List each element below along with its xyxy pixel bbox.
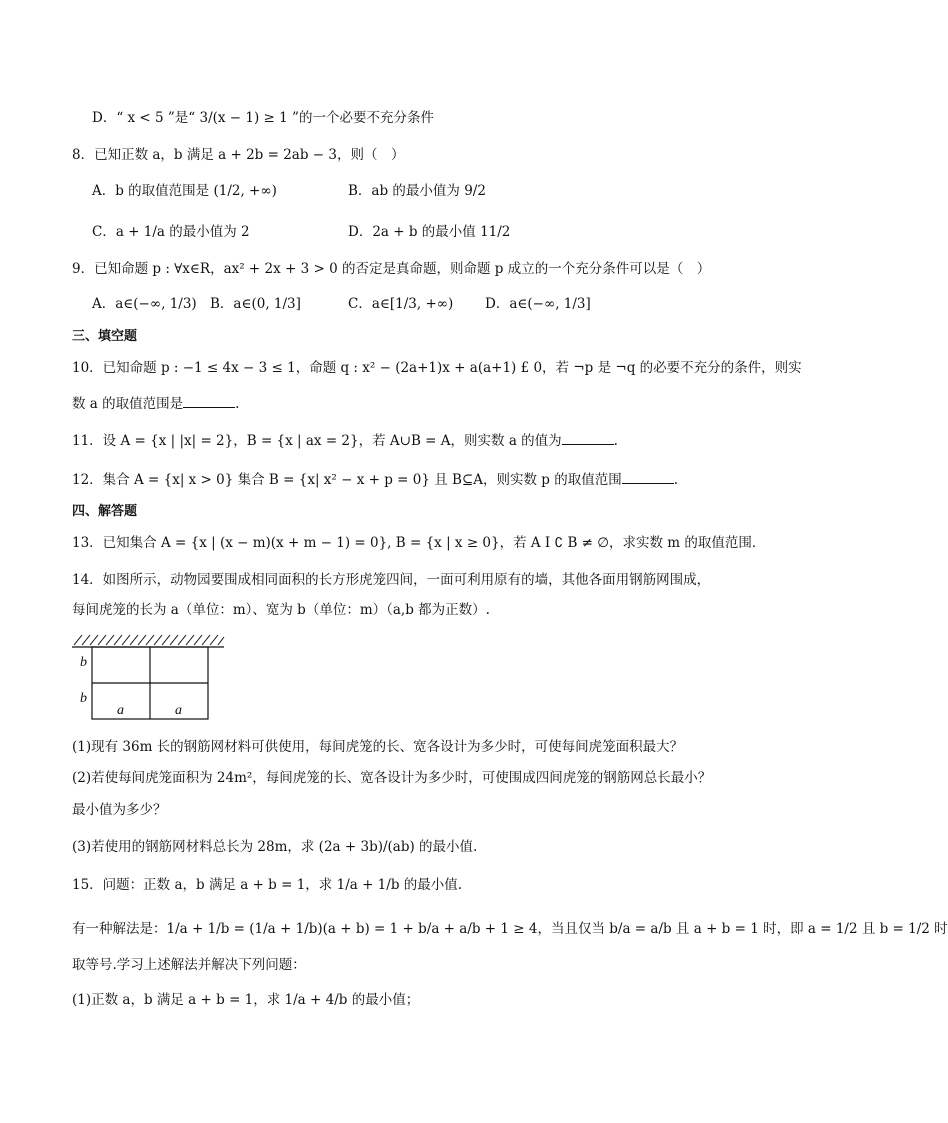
q10-text: 数 a 的取值范围是 [72, 396, 184, 412]
q9-option-b: B．a∈(0, 1/3] [210, 296, 301, 312]
question-15-part1: (1)正数 a，b 满足 a + b = 1，求 1/a + 4/b 的最小值； [72, 992, 420, 1008]
option-d-q7: D．“ x < 5 ”是“ 3/(x − 1) ≥ 1 ”的一个必要不充分条件 [92, 110, 434, 126]
q11-text: 11．设 A = {x | |x| = 2}，B = {x | ax = 2}，若 A∪B = A，则实数 a 的值为 [72, 433, 562, 449]
q8-option-b: B．ab 的最小值为 9/2 [348, 183, 486, 199]
question-14-line1: 14．如图所示，动物园要围成相同面积的长方形虎笼四间，一面可利用原有的墙，其他各面用钢筋网围成， [72, 572, 711, 588]
label-b-bottom: b [80, 691, 87, 706]
question-10-line2: 数 a 的取值范围是 . [72, 393, 239, 414]
q9-option-c: C．a∈[1/3, +∞) [348, 296, 454, 312]
answer-blank [183, 393, 235, 408]
q9-option-d: D．a∈(−∞, 1/3] [485, 296, 591, 312]
section-heading-solutions: 四、解答题 [72, 504, 138, 519]
question-14-part3: (3)若使用的钢筋网材料总长为 28m，求 (2a + 3b)/(ab) 的最小值. [72, 839, 478, 855]
q12-text: 12．集合 A = {x| x > 0} 集合 B = {x| x² − x + p = 0} 且 B⊆A，则实数 p 的取值范围 [72, 472, 622, 488]
q8-option-d: D．2a + b 的最小值 11/2 [348, 224, 511, 240]
question-10-line1: 10．已知命题 p : −1 ≤ 4x − 3 ≤ 1，命题 q : x² − (2a+1)x + a(a+1) £ 0，若 ¬p 是 ¬q 的必要不充分的条件，则实 [72, 360, 802, 376]
question-12: 12．集合 A = {x| x > 0} 集合 B = {x| x² − x + p = 0} 且 B⊆A，则实数 p 的取值范围 . [72, 469, 678, 490]
question-15-line3: 取等号.学习上述解法并解决下列问题： [72, 957, 306, 973]
question-13: 13．已知集合 A = {x | (x − m)(x + m − 1) = 0}, B = {x | x ≥ 0}，若 A I ∁ B ≠ ∅，求实数 m 的取值范围． [72, 535, 766, 551]
label-b-top: b [80, 655, 87, 670]
question-15-line1: 15．问题：正数 a，b 满足 a + b = 1，求 1/a + 1/b 的最小值. [72, 877, 463, 893]
answer-blank [562, 430, 614, 445]
cage-diagram [72, 633, 232, 725]
question-14-part2-cont: 最小值为多少？ [72, 802, 167, 818]
question-8: 8．已知正数 a，b 满足 a + 2b = 2ab − 3，则（ ） [72, 147, 405, 163]
section-heading-fill-in: 三、填空题 [72, 329, 138, 344]
question-14-part2: (2)若使每间虎笼面积为 24m²，每间虎笼的长、宽各设计为多少时，可使围成四间虎笼的钢筋网总长最小？ [72, 770, 712, 786]
label-a-left: a [117, 703, 124, 718]
question-14-line2: 每间虎笼的长为 a（单位：m）、宽为 b（单位：m）（a,b 都为正数）. [72, 602, 490, 618]
question-15-line2: 有一种解法是：1/a + 1/b = (1/a + 1/b)(a + b) = 1 + b/a + a/b + 1 ≥ 4，当且仅当 b/a = a/b 且 a + b = 1 时，即 a = 1/2 且 b = 1/2 时 [72, 921, 948, 937]
q9-option-a: A．a∈(−∞, 1/3) [92, 296, 197, 312]
question-14-part1: (1)现有 36m 长的钢筋网材料可供使用，每间虎笼的长、宽各设计为多少时，可使每间虎笼面积最大？ [72, 739, 684, 755]
q8-option-a: A．b 的取值范围是 (1/2, +∞) [92, 183, 277, 199]
q8-option-c: C．a + 1/a 的最小值为 2 [92, 224, 250, 240]
question-11: 11．设 A = {x | |x| = 2}，B = {x | ax = 2}，若 A∪B = A，则实数 a 的值为 . [72, 430, 618, 451]
answer-blank [622, 469, 674, 484]
tiger-cage-figure [72, 633, 232, 729]
label-a-right: a [175, 703, 182, 718]
question-9: 9．已知命题 p : ∀x∈R，ax² + 2x + 3 > 0 的否定是真命题，则命题 p 成立的一个充分条件可以是（ ） [72, 261, 711, 277]
